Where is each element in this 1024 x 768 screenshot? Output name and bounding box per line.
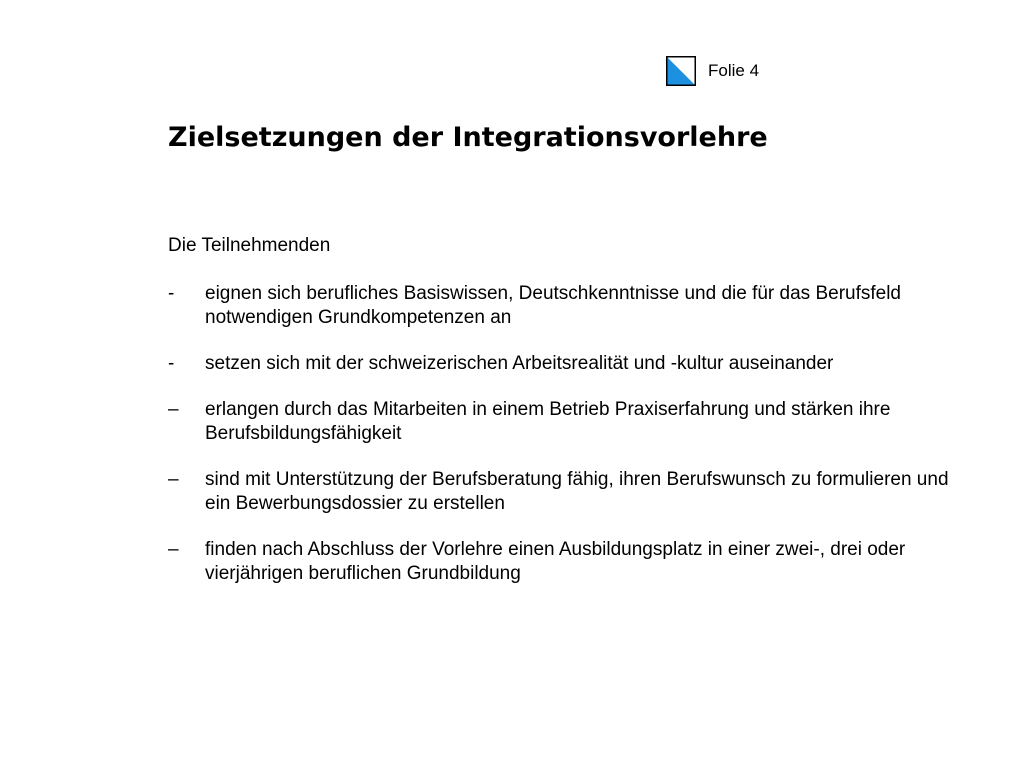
slide-title: Zielsetzungen der Integrationsvorlehre — [168, 122, 768, 153]
list-item — [168, 352, 958, 376]
list-item-text: setzen sich mit der schweizerischen Arbeitsrealität und -kultur auseinander — [205, 353, 834, 374]
list-item — [168, 398, 958, 446]
bullet-marker: – — [168, 539, 179, 560]
bullet-marker: – — [168, 399, 179, 420]
list-item — [168, 282, 958, 330]
list-item-text: finden nach Abschluss der Vorlehre einen Ausbildungsplatz in einer zwei-, drei oder vierjährigen beruflichen Grundbildung — [205, 539, 906, 584]
bullet-marker: – — [168, 469, 179, 490]
objectives-list — [168, 282, 958, 608]
list-item-text: eignen sich berufliches Basiswissen, Deutschkenntnisse und die für das Berufsfeld notwendigen Grundkompetenzen an — [205, 283, 901, 328]
slide-number: Folie 4 — [708, 61, 760, 80]
list-item — [168, 468, 958, 516]
list-item — [168, 538, 958, 586]
list-item-text: erlangen durch das Mitarbeiten in einem Betrieb Praxiserfahrung und stärken ihre Berufsbildungsfähigkeit — [205, 399, 891, 444]
bullet-marker: - — [168, 283, 175, 304]
bullet-marker: - — [168, 353, 175, 374]
list-item-text: sind mit Unterstützung der Berufsberatung fähig, ihren Berufswunsch zu formulieren und ein Bewerbungsdossier zu erstellen — [205, 469, 949, 514]
slide-header — [666, 55, 759, 87]
slide-intro: Die Teilnehmenden — [168, 235, 331, 256]
zurich-canton-flag-icon — [666, 56, 696, 86]
